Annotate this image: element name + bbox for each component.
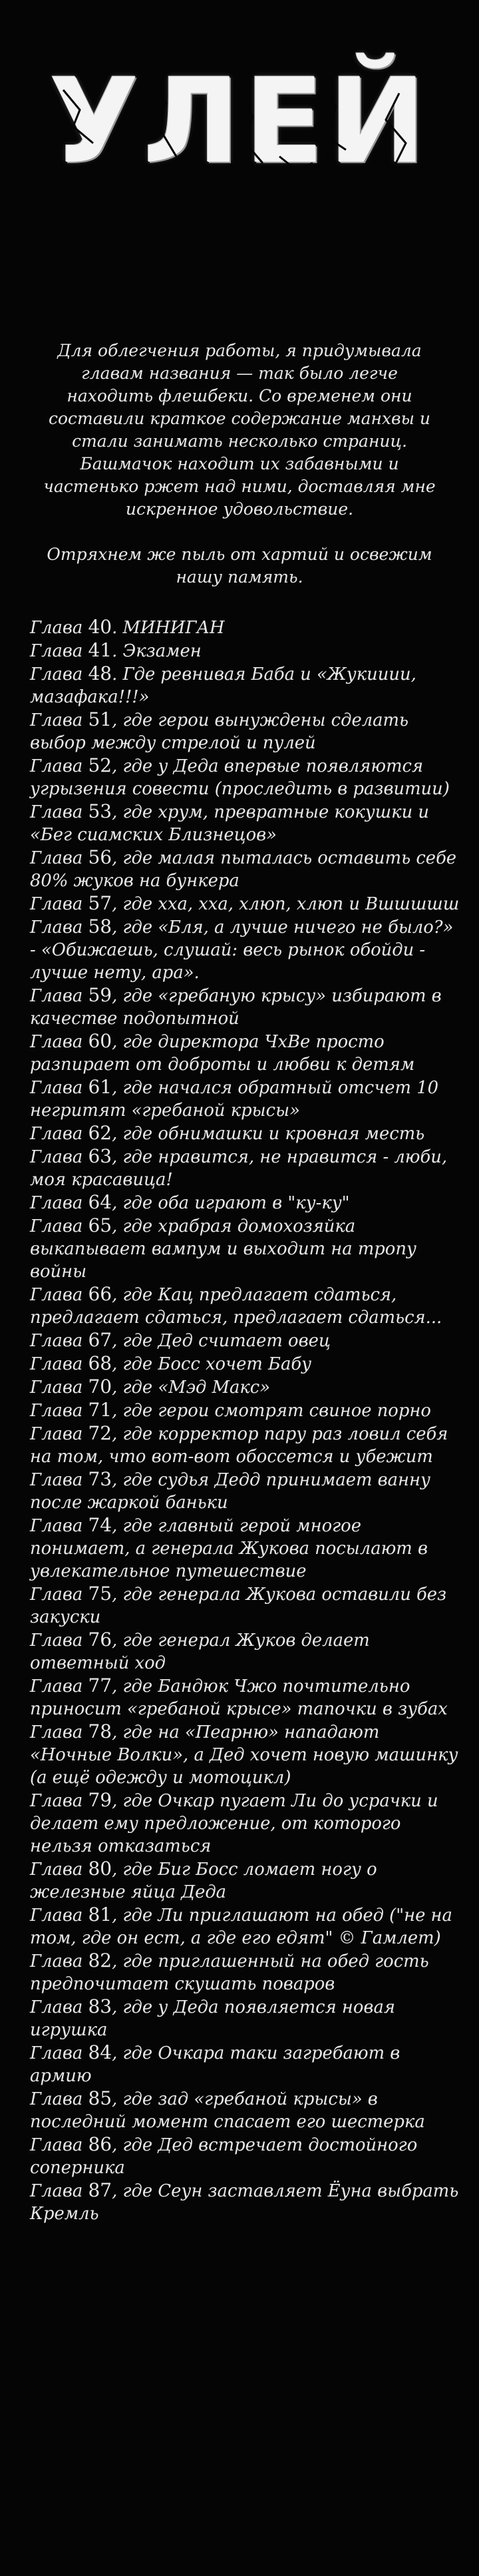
chapter-prefix: Глава bbox=[30, 894, 88, 914]
chapter-item bbox=[30, 1145, 462, 1191]
chapter-item bbox=[30, 915, 462, 984]
logo-title: УЛЕЙ bbox=[49, 53, 430, 190]
chapter-number: 41 bbox=[88, 639, 112, 661]
chapter-title: , где малая пыталась оставить себе 80% жуков на бункера bbox=[30, 848, 457, 891]
chapter-title: . Экзамен bbox=[112, 641, 202, 661]
chapter-prefix: Глава bbox=[30, 1032, 88, 1052]
chapter-prefix: Глава bbox=[30, 2181, 88, 2201]
chapter-title: , где Дед встречает достойного соперника bbox=[30, 2135, 418, 2178]
chapter-title: , где храбрая домохозяйка выкапывает вампум и выходит на тропу войны bbox=[30, 1216, 416, 1282]
chapter-prefix: Глава bbox=[30, 1078, 88, 1098]
chapter-prefix: Глава bbox=[30, 917, 88, 937]
chapter-item bbox=[30, 2133, 462, 2179]
chapter-title: , где «гребаную крысу» избирают в качестве подопытной bbox=[30, 986, 442, 1029]
chapter-number: 40 bbox=[88, 616, 112, 638]
chapter-title: , где обнимашки и кровная месть bbox=[112, 1124, 425, 1144]
chapter-prefix: Глава bbox=[30, 986, 88, 1006]
chapter-item bbox=[30, 2041, 462, 2087]
chapter-item bbox=[30, 1329, 462, 1352]
chapter-title: , где зад «гребаной крысы» в последний момент спасает его шестерка bbox=[30, 2089, 425, 2132]
chapter-number: 57 bbox=[88, 892, 112, 914]
chapter-prefix: Глава bbox=[30, 1401, 88, 1421]
chapter-prefix: Глава bbox=[30, 664, 88, 684]
chapter-number: 79 bbox=[88, 1789, 112, 1811]
chapter-number: 81 bbox=[88, 1904, 112, 1926]
chapter-prefix: Глава bbox=[30, 1676, 88, 1696]
chapter-list bbox=[30, 616, 462, 2225]
chapter-title: , где хрум, превратные кокушки и «Бег сиамских Близнецов» bbox=[30, 802, 430, 845]
chapter-title: , где герои вынуждены сделать выбор между стрелой и пулей bbox=[30, 710, 409, 753]
chapter-prefix: Глава bbox=[30, 618, 88, 638]
chapter-title: , где у Деда впервые появляются угрызения совести (проследить в развитии) bbox=[30, 756, 450, 799]
chapter-title: , где начался обратный отсчет 10 негритят «гребаной крысы» bbox=[30, 1078, 439, 1121]
chapter-prefix: Глава bbox=[30, 1585, 88, 1605]
chapter-number: 76 bbox=[88, 1629, 112, 1651]
chapter-number: 56 bbox=[88, 846, 112, 868]
chapter-item bbox=[30, 1122, 462, 1145]
chapter-prefix: Глава bbox=[30, 802, 88, 822]
chapter-number: 77 bbox=[88, 1674, 112, 1696]
chapter-prefix: Глава bbox=[30, 1147, 88, 1167]
chapter-number: 66 bbox=[88, 1283, 112, 1305]
chapter-title: , где приглашенный на обед гость предпочитает скушать поваров bbox=[30, 1951, 429, 1994]
chapter-title: , где у Деда появляется новая игрушка bbox=[30, 1997, 395, 2040]
chapter-item bbox=[30, 1191, 462, 1214]
chapter-title: , где Сеун заставляет Ёуна выбрать Кремль bbox=[30, 2181, 459, 2224]
chapter-number: 86 bbox=[88, 2133, 112, 2155]
chapter-item bbox=[30, 1858, 462, 1904]
chapter-number: 78 bbox=[88, 1720, 112, 1742]
chapter-title: , где директора ЧхВе просто разпирает от доброты и любви к детям bbox=[30, 1032, 415, 1075]
chapter-title: , где нравится, не нравится - люби, моя красавица! bbox=[30, 1147, 448, 1190]
chapter-prefix: Глава bbox=[30, 1354, 88, 1374]
logo-crack-texture bbox=[0, 53, 479, 190]
chapter-number: 51 bbox=[88, 708, 112, 730]
chapter-prefix: Глава bbox=[30, 1216, 88, 1236]
chapter-prefix: Глава bbox=[30, 710, 88, 730]
chapter-number: 68 bbox=[88, 1352, 112, 1374]
chapter-number: 59 bbox=[88, 984, 112, 1006]
chapter-prefix: Глава bbox=[30, 1906, 88, 1926]
chapter-title: , где Ли приглашают на обед ("не на том, где он ест, а где его едят" © Гамлет) bbox=[30, 1906, 452, 1948]
chapter-item bbox=[30, 616, 462, 639]
chapter-title: , где корректор пару раз ловил себя на том, что вот-вот обоссется и убежит bbox=[30, 1424, 448, 1467]
chapter-item bbox=[30, 1674, 462, 1720]
chapter-prefix: Глава bbox=[30, 2043, 88, 2063]
chapter-title: , где генерала Жукова оставили без закуски bbox=[30, 1585, 447, 1627]
chapter-number: 70 bbox=[88, 1376, 112, 1398]
chapter-title: , где оба играют в "ку-ку" bbox=[112, 1193, 350, 1213]
chapter-title: , где Биг Босс ломает ногу о железные яйца Деда bbox=[30, 1860, 377, 1902]
chapter-item bbox=[30, 708, 462, 754]
chapter-title: . МИНИГАН bbox=[112, 618, 225, 638]
chapter-number: 82 bbox=[88, 1949, 112, 1971]
chapter-item bbox=[30, 1995, 462, 2041]
chapter-item bbox=[30, 1789, 462, 1858]
chapter-item bbox=[30, 639, 462, 662]
chapter-prefix: Глава bbox=[30, 1331, 88, 1351]
chapter-item bbox=[30, 1629, 462, 1674]
intro-paragraph: Отряхнем же пыль от хартий и освежим нашу память. bbox=[47, 545, 432, 587]
chapter-title: , где Очкар пугает Ли до усрачки и делает ему предложение, от которого нельзя отказаться bbox=[30, 1791, 438, 1856]
chapter-item bbox=[30, 1468, 462, 1514]
chapter-number: 53 bbox=[88, 800, 112, 822]
chapter-title: , где Бандюк Чжо почтительно приносит «гребаной крысе» тапочки в зубах bbox=[30, 1676, 448, 1719]
chapter-item bbox=[30, 1949, 462, 1995]
chapter-number: 72 bbox=[88, 1422, 112, 1444]
chapter-number: 61 bbox=[88, 1076, 112, 1098]
chapter-prefix: Глава bbox=[30, 641, 88, 661]
chapter-title: , где Очкара таки загребают в армию bbox=[30, 2043, 400, 2086]
chapter-prefix: Глава bbox=[30, 2089, 88, 2109]
chapter-item bbox=[30, 846, 462, 892]
chapter-prefix: Глава bbox=[30, 2135, 88, 2155]
chapter-title: , где Босс хочет Бабу bbox=[112, 1354, 312, 1374]
chapter-prefix: Глава bbox=[30, 1997, 88, 2017]
chapter-number: 85 bbox=[88, 2087, 112, 2109]
chapter-title: , где «Бля, а лучше ничего не было?» - «Обижаешь, слушай: весь рынок обойди - лучше нету, ара». bbox=[30, 917, 454, 983]
chapter-item bbox=[30, 2087, 462, 2133]
chapter-item bbox=[30, 892, 462, 915]
chapter-item bbox=[30, 662, 462, 708]
chapter-title: , где судья Дедд принимает ванну после жаркой баньки bbox=[30, 1470, 430, 1513]
chapter-item bbox=[30, 984, 462, 1030]
chapter-number: 84 bbox=[88, 2041, 112, 2063]
chapter-number: 63 bbox=[88, 1145, 112, 1167]
chapter-number: 60 bbox=[88, 1030, 112, 1052]
chapter-title: , где Дед считает овец bbox=[112, 1331, 331, 1351]
chapter-number: 48 bbox=[88, 662, 112, 684]
chapter-item bbox=[30, 1422, 462, 1468]
chapter-item bbox=[30, 1283, 462, 1329]
chapter-title: , где герои смотрят свиное порно bbox=[112, 1401, 431, 1421]
chapter-number: 83 bbox=[88, 1995, 112, 2017]
chapter-item bbox=[30, 1076, 462, 1122]
chapter-item bbox=[30, 1030, 462, 1076]
chapter-item bbox=[30, 2179, 462, 2225]
chapter-item bbox=[30, 1376, 462, 1399]
chapter-item bbox=[30, 1352, 462, 1376]
chapter-item bbox=[30, 800, 462, 846]
chapter-number: 52 bbox=[88, 754, 112, 776]
intro-text bbox=[40, 340, 439, 611]
chapter-item bbox=[30, 754, 462, 800]
chapter-number: 87 bbox=[88, 2179, 112, 2201]
chapter-prefix: Глава bbox=[30, 1285, 88, 1305]
chapter-title: , где генерал Жуков делает ответный ход bbox=[30, 1631, 370, 1673]
chapter-item bbox=[30, 1214, 462, 1283]
chapter-number: 62 bbox=[88, 1122, 112, 1144]
chapter-number: 74 bbox=[88, 1514, 112, 1536]
chapter-number: 73 bbox=[88, 1468, 112, 1490]
chapter-item bbox=[30, 1904, 462, 1949]
chapter-item bbox=[30, 1720, 462, 1789]
chapter-number: 71 bbox=[88, 1399, 112, 1421]
chapter-prefix: Глава bbox=[30, 1193, 88, 1213]
chapter-number: 67 bbox=[88, 1329, 112, 1351]
chapter-number: 58 bbox=[88, 915, 112, 937]
chapter-prefix: Глава bbox=[30, 1631, 88, 1651]
chapter-prefix: Глава bbox=[30, 1722, 88, 1742]
chapter-prefix: Глава bbox=[30, 1860, 88, 1880]
chapter-item bbox=[30, 1399, 462, 1422]
chapter-prefix: Глава bbox=[30, 848, 88, 868]
chapter-title: , где главный герой многое понимает, а генерала Жукова посылают в увлекательное путешествие bbox=[30, 1516, 428, 1581]
chapter-title: , где «Мэд Макс» bbox=[112, 1378, 271, 1398]
chapter-number: 64 bbox=[88, 1191, 112, 1213]
chapter-title: , где хха, хха, хлюп, хлюп и Вшшшшш bbox=[112, 894, 460, 914]
chapter-number: 65 bbox=[88, 1214, 112, 1236]
chapter-prefix: Глава bbox=[30, 1470, 88, 1490]
chapter-prefix: Глава bbox=[30, 1951, 88, 1971]
intro-paragraph: Для облегчения работы, я придумывала главам названия — так было легче находить флешбеки. Со временем они составили краткое содержание манхвы и стали занимать несколько страниц. Башмачок находит их забавными и частенько ржет над ними, доставляя мне искренное удовольствие. bbox=[43, 341, 436, 519]
chapter-prefix: Глава bbox=[30, 1791, 88, 1811]
chapter-title: , где Кац предлагает сдаться, предлагает сдаться, предлагает сдаться... bbox=[30, 1285, 442, 1328]
chapter-title: , где на «Пеарню» нападают «Ночные Волки», а Дед хочет новую машинку (а ещё одежду и мотоцикл) bbox=[30, 1722, 458, 1788]
chapter-item bbox=[30, 1583, 462, 1629]
chapter-prefix: Глава bbox=[30, 1378, 88, 1398]
chapter-prefix: Глава bbox=[30, 1516, 88, 1536]
chapter-number: 75 bbox=[88, 1583, 112, 1605]
chapter-prefix: Глава bbox=[30, 1124, 88, 1144]
chapter-prefix: Глава bbox=[30, 1424, 88, 1444]
chapter-prefix: Глава bbox=[30, 756, 88, 776]
chapter-item bbox=[30, 1514, 462, 1583]
chapter-number: 80 bbox=[88, 1858, 112, 1880]
chapter-title: . Где ревнивая Баба и «Жукииии, мазафака!!!» bbox=[30, 664, 416, 707]
